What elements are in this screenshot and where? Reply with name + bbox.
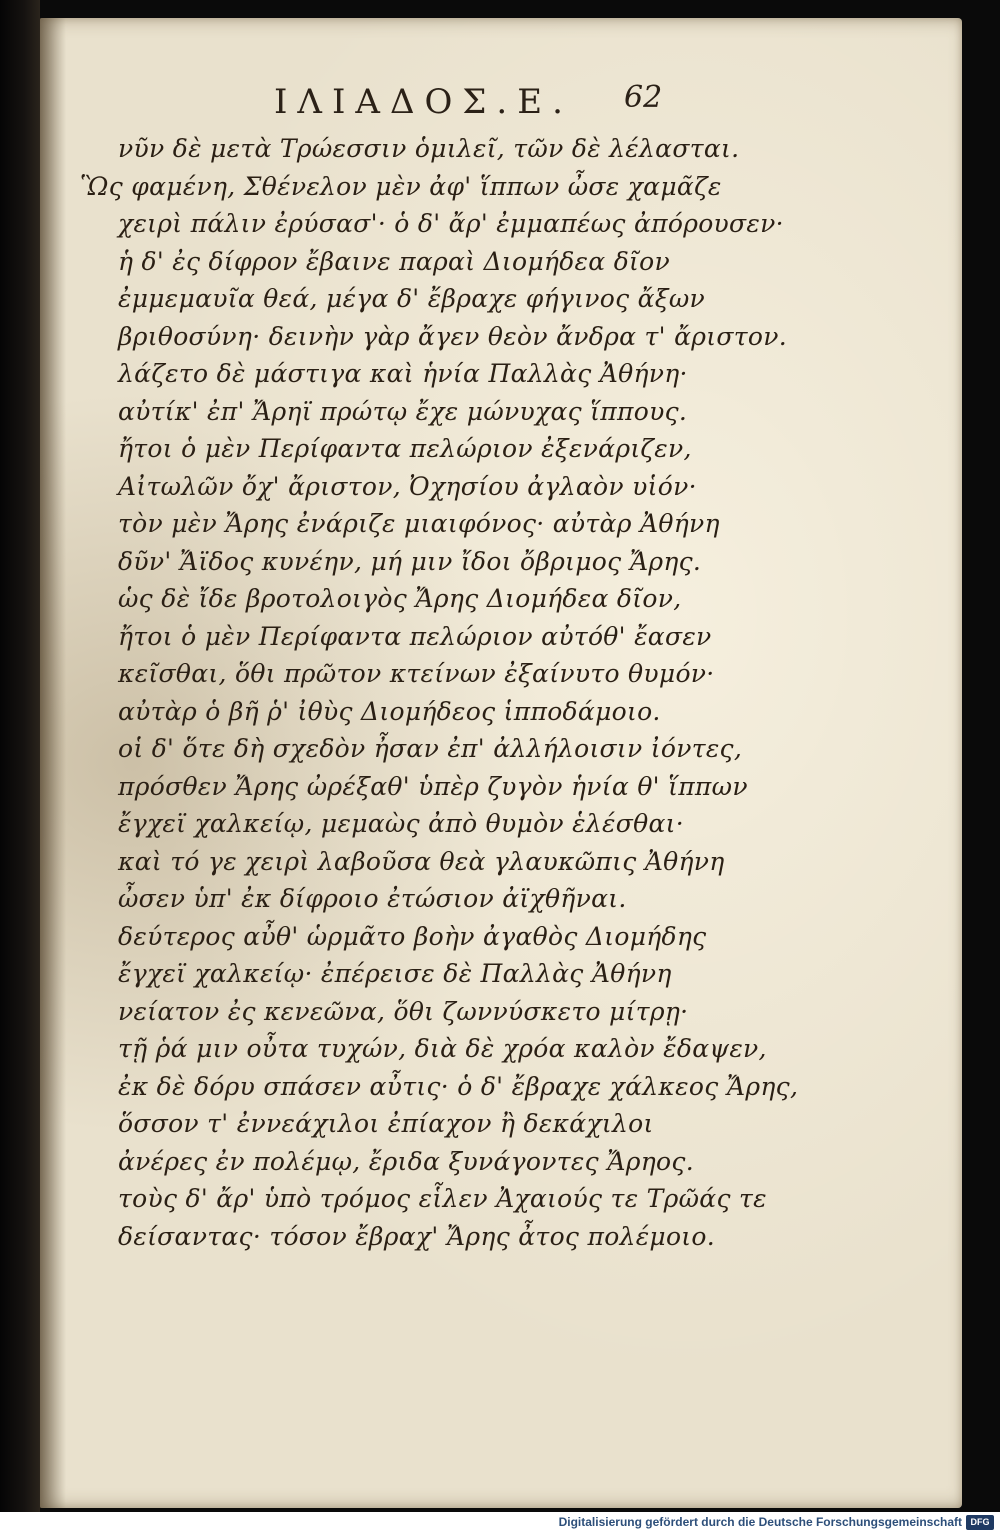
verse-line: δῦν' Ἄϊδος κυνέην, μή μιν ἴδοι ὄβριμος Ἄρης. xyxy=(118,546,702,576)
verse-line: οἱ δ' ὅτε δὴ σχεδὸν ἦσαν ἐπ' ἀλλήλοισιν ἰόντες, xyxy=(118,734,743,763)
verse-line: ἐμμεμαυῖα θεά, μέγα δ' ἔβραχε φήγινος ἄξων xyxy=(118,284,706,313)
verse-line: Αἰτωλῶν ὄχ' ἄριστον, Ὀχησίου ἀγλαὸν υἱόν· xyxy=(118,471,697,501)
running-head: ΙΛΙΑΔΟΣ.Ε. xyxy=(274,82,573,122)
verse-line: βριθοσύνη· δεινὴν γὰρ ἄγεν θεὸν ἄνδρα τ' ἄριστον. xyxy=(118,321,787,351)
page-gutter-shadow xyxy=(40,18,66,1508)
verse-line: νείατον ἐς κενεῶνα, ὅθι ζωννύσκετο μίτρῃ· xyxy=(118,996,689,1026)
verse-line: πρόσθεν Ἄρης ὠρέξαθ' ὑπὲρ ζυγὸν ἡνία θ' ἵππων xyxy=(118,771,748,801)
verse-line: ἤτοι ὁ μὲν Περίφαντα πελώριον ἐξενάριζεν, xyxy=(118,434,692,463)
funding-credit: Digitalisierung gefördert durch die Deutsche Forschungsgemeinschaft xyxy=(558,1515,962,1529)
verse-line: αὐτὰρ ὁ βῆ ῥ' ἰθὺς Διομήδεος ἱπποδάμοιο. xyxy=(118,696,661,726)
verse-line: καὶ τό γε χειρὶ λαβοῦσα θεὰ γλαυκῶπις Ἀθήνη xyxy=(118,846,725,876)
verse-line: ὡς δὲ ἴδε βροτολοιγὸς Ἄρης Διομήδεα δῖον, xyxy=(118,584,682,613)
verse-line: ἔγχεϊ χαλκείῳ, μεμαὼς ἀπὸ θυμὸν ἑλέσθαι· xyxy=(118,809,684,838)
verse-line: ὦσεν ὑπ' ἐκ δίφροιο ἐτώσιον ἀϊχθῆναι. xyxy=(118,884,627,913)
verse-line: δείσαντας· τόσον ἔβραχ' Ἄρης ἆτος πολέμοιο. xyxy=(118,1221,716,1251)
dfg-logo-icon: DFG xyxy=(966,1515,994,1530)
verse-line: νῦν δὲ μετὰ Τρώεσσιν ὁμιλεῖ, τῶν δὲ λέλασται. xyxy=(118,134,740,163)
verse-line: χειρὶ πάλιν ἐρύσασ'· ὁ δ' ἄρ' ἐμμαπέως ἀπόρουσεν· xyxy=(118,209,784,238)
verse-line: ἔγχεϊ χαλκείῳ· ἐπέρεισε δὲ Παλλὰς Ἀθήνη xyxy=(118,959,672,988)
verse-line: αὐτίκ' ἐπ' Ἄρηϊ πρώτῳ ἔχε μώνυχας ἵππους. xyxy=(118,396,688,426)
verse-line: τὸν μὲν Ἄρης ἐνάριζε μιαιφόνος· αὐτὰρ Ἀθήνη xyxy=(118,509,720,538)
verse-block xyxy=(80,130,799,1255)
verse-line: ἀνέρες ἐν πολέμῳ, ἔριδα ξυνάγοντες Ἄρηος. xyxy=(118,1146,694,1176)
verse-line: δεύτερος αὖθ' ὡρμᾶτο βοὴν ἀγαθὸς Διομήδης xyxy=(118,921,707,951)
verse-line-initial: Ὣς φαμένη, Σθένελον μὲν ἀφ' ἵππων ὦσε χαμᾶζε xyxy=(80,171,722,201)
verse-line: ἤτοι ὁ μὲν Περίφαντα πελώριον αὐτόθ' ἔασεν xyxy=(118,621,712,651)
verse-line: ἡ δ' ἐς δίφρον ἔβαινε παραὶ Διομήδεα δῖον xyxy=(118,246,670,276)
verse-line: τοὺς δ' ἄρ' ὑπὸ τρόμος εἷλεν Ἀχαιούς τε Τρῶάς τε xyxy=(118,1184,767,1213)
verse-line: ὅσσον τ' ἐννεάχιλοι ἐπίαχον ἢ δεκάχιλοι xyxy=(118,1109,654,1138)
verse-line: λάζετο δὲ μάστιγα καὶ ἡνία Παλλὰς Ἀθήνη· xyxy=(118,359,688,388)
footer-bar xyxy=(0,1512,1000,1534)
page-number: 62 xyxy=(624,80,663,115)
verse-line: κεῖσθαι, ὅθι πρῶτον κτείνων ἐξαίνυτο θυμόν· xyxy=(118,659,715,688)
viewer-left-margin xyxy=(0,0,40,1534)
verse-line: τῇ ῥά μιν οὖτα τυχών, διὰ δὲ χρόα καλὸν ἔδαψεν, xyxy=(118,1034,767,1063)
verse-line: ἐκ δὲ δόρυ σπάσεν αὖτις· ὁ δ' ἔβραχε χάλκεος Ἄρης, xyxy=(118,1071,799,1101)
